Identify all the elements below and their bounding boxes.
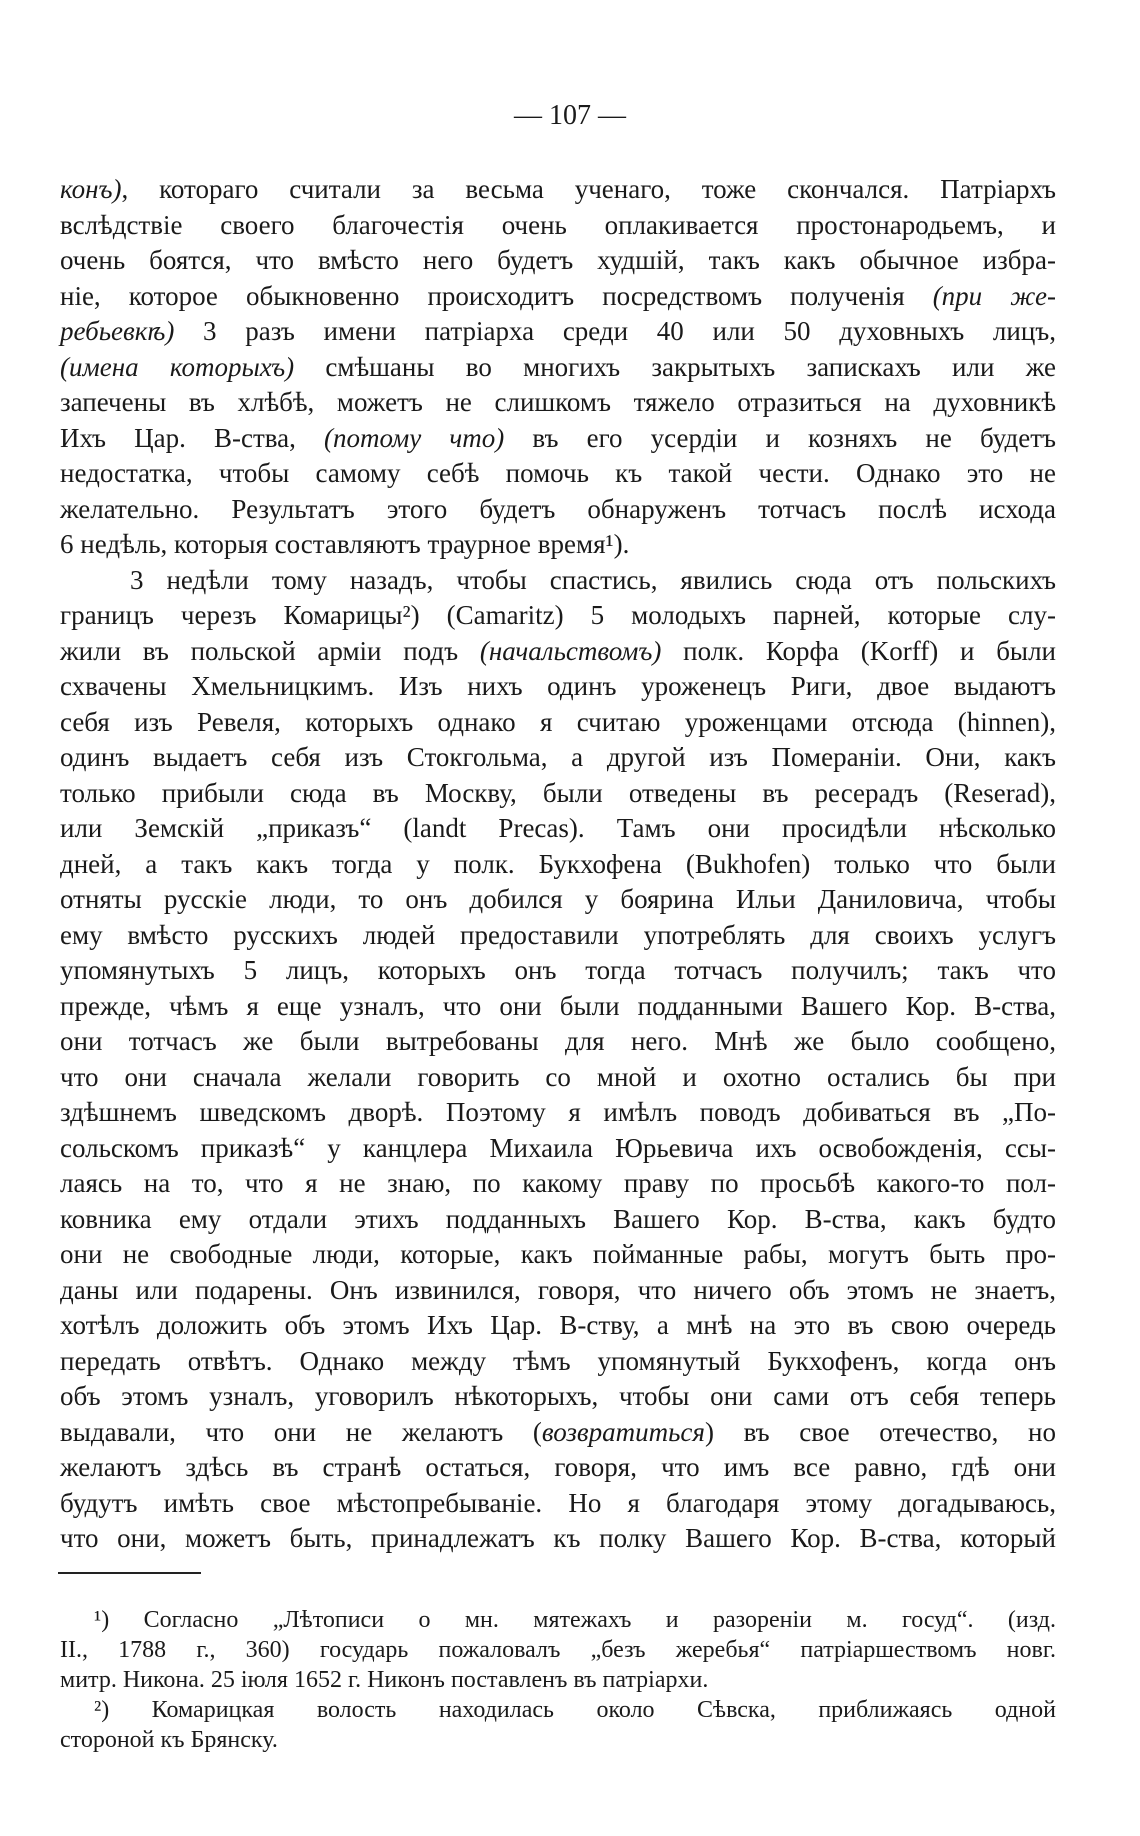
footnote-line: II., 1788 г., 360) государь пожаловалъ „безъ жеребья“ патріаршествомъ новг.	[60, 1637, 1056, 1663]
text-line	[60, 1202, 1056, 1238]
text-line	[60, 243, 1056, 279]
text-line	[60, 634, 1056, 670]
text-line	[60, 1237, 1056, 1273]
text-segment: очень боятся, что вмѣсто него будетъ худшій, такъ какъ обычное избра-	[60, 245, 1056, 275]
text-segment: Ихъ Цар. В-ства,	[60, 422, 325, 453]
text-line	[60, 669, 1056, 705]
text-line	[60, 1308, 1056, 1344]
text-segment: ему вмѣсто русскихъ людей предоставили употреблять для своихъ услугъ	[60, 919, 1056, 950]
text-line	[60, 1379, 1056, 1415]
text-segment: объ этомъ узналъ, уговорилъ нѣкоторыхъ, чтобы они сами отъ себя теперь	[60, 1381, 1056, 1411]
main-text	[60, 172, 1056, 1557]
text-segment: ) въ свое отечество, но	[704, 1416, 1056, 1447]
text-line	[60, 1521, 1056, 1557]
italic-segment: возвратиться	[541, 1416, 705, 1447]
italic-segment: конъ)	[60, 174, 122, 204]
text-segment: дней, а такъ какъ тогда у полк. Букхофена (Bukhofen) только что были	[60, 848, 1056, 879]
italic-segment: ребьевкѣ)	[60, 316, 175, 346]
text-segment: только прибыли сюда въ Москву, были отведены въ ресерадъ (Reserad),	[60, 777, 1056, 808]
text-segment: запечены въ хлѣбѣ, можетъ не слишкомъ тяжело отразиться на духовникѣ	[60, 387, 1056, 417]
footnote-line: стороной къ Брянску.	[60, 1727, 278, 1753]
text-segment: ніе, которое обыкновенно происходитъ посредствомъ полученія	[60, 280, 933, 311]
text-line	[60, 1095, 1056, 1131]
text-segment: полк. Корфа (Korff) и были	[661, 635, 1056, 666]
text-segment: смѣшаны во многихъ закрытыхъ запискахъ или же	[294, 351, 1056, 382]
text-line	[60, 1450, 1056, 1486]
text-segment: выдавали, что они не желаютъ (	[60, 1416, 542, 1447]
italic-segment: (имена которыхъ)	[60, 351, 295, 382]
text-segment: ковника ему отдали этихъ подданныхъ Вашего Кор. В-ства, какъ будто	[60, 1203, 1056, 1234]
text-segment: желательно. Результатъ этого будетъ обнаруженъ тотчасъ послѣ исхода	[60, 493, 1056, 524]
text-segment: или Земскій „приказъ“ (landt Precas). Тамъ они просидѣли нѣсколько	[60, 813, 1056, 843]
text-segment: недостатка, чтобы самому себѣ помочь къ такой чести. Однако это не	[60, 458, 1056, 488]
text-segment: въ его усердіи и козняхъ не будетъ	[504, 422, 1057, 453]
text-line	[60, 421, 1056, 457]
text-line	[60, 385, 1056, 421]
text-line	[60, 1166, 1056, 1202]
text-line	[60, 527, 1056, 563]
text-segment: сольскомъ приказѣ“ у канцлера Михаила Юрьевича ихъ освобожденія, ссы-	[60, 1132, 1056, 1163]
text-segment: одинъ выдаетъ себя изъ Стокгольма, а другой изъ Помераніи. Они, какъ	[60, 742, 1056, 772]
text-line	[60, 740, 1056, 776]
text-line	[60, 882, 1056, 918]
italic-segment: (при же-	[932, 280, 1056, 311]
text-line	[60, 776, 1056, 812]
text-line	[60, 598, 1056, 634]
text-line	[60, 811, 1056, 847]
text-segment: 3 разъ имени патріарха среди 40 или 50 духовныхъ лицъ,	[174, 316, 1056, 346]
text-segment: что они сначала желали говорить со мной и охотно остались бы при	[60, 1061, 1056, 1092]
text-segment: себя изъ Ревеля, которыхъ однако я считаю уроженцами отсюда (hinnen),	[60, 706, 1056, 737]
text-segment: жили въ польской арміи подъ	[60, 635, 480, 666]
text-segment: передать отвѣтъ. Однако между тѣмъ упомянутый Букхофенъ, когда онъ	[60, 1345, 1056, 1376]
text-line	[60, 1486, 1056, 1522]
text-line	[60, 350, 1056, 386]
text-line	[60, 492, 1056, 528]
text-segment: будутъ имѣть свое мѣстопребываніе. Но я благодаря этому догадываюсь,	[60, 1487, 1056, 1518]
text-line	[60, 1273, 1056, 1309]
footnote-line: ¹) Согласно „Лѣтописи о мн. мятежахъ и разореніи м. госуд“. (изд.	[94, 1607, 1056, 1633]
footnotes	[60, 1605, 1056, 1755]
text-segment: схвачены Хмельницкимъ. Изъ нихъ одинъ уроженецъ Риги, двое выдаютъ	[60, 671, 1056, 701]
text-line	[60, 1415, 1056, 1451]
text-line	[60, 705, 1056, 741]
text-segment: что они, можетъ быть, принадлежатъ къ полку Вашего Кор. В-ства, который	[60, 1523, 1056, 1553]
text-line	[60, 989, 1056, 1025]
text-segment: отняты русскіе люди, то онъ добился у боярина Ильи Даниловича, чтобы	[60, 884, 1056, 914]
text-segment: прежде, чѣмъ я еще узналъ, что они были подданными Вашего Кор. В-ства,	[60, 990, 1056, 1021]
text-line	[60, 456, 1056, 492]
text-segment: даны или подарены. Онъ извинился, говоря, что ничего объ этомъ не знаетъ,	[60, 1274, 1056, 1305]
text-segment: упомянутыхъ 5 лицъ, которыхъ онъ тогда тотчасъ получилъ; такъ что	[60, 955, 1056, 985]
footnote-line: ²) Комарицкая волость находилась около Сѣвска, приближаясь одной	[94, 1697, 1056, 1723]
text-line	[60, 208, 1056, 244]
text-segment: границъ черезъ Комарицы²) (Camaritz) 5 молодыхъ парней, которые слу-	[60, 600, 1056, 630]
text-segment: лаясь на то, что я не знаю, по какому праву по просьбѣ какого-то пол-	[60, 1168, 1056, 1198]
italic-segment: (потому что)	[324, 422, 505, 453]
text-segment: 6 недѣль, которыя составляютъ траурное время¹).	[60, 529, 630, 559]
page-number: — 107 —	[514, 100, 626, 131]
footnote-divider	[58, 1572, 201, 1574]
text-line	[60, 1060, 1056, 1096]
italic-segment: (начальствомъ)	[479, 635, 662, 666]
text-line	[60, 847, 1056, 883]
footnote-line: митр. Никона. 25 іюля 1652 г. Никонъ поставленъ въ патріархи.	[60, 1667, 709, 1693]
text-segment: они не свободные люди, которые, какъ пойманные рабы, могутъ быть про-	[60, 1239, 1056, 1269]
text-line	[60, 172, 1056, 208]
text-line	[60, 1344, 1056, 1380]
text-line	[60, 314, 1056, 350]
text-line	[60, 279, 1056, 315]
text-line	[60, 563, 1056, 599]
text-segment: желаютъ здѣсь въ странѣ остаться, говоря, что имъ все равно, гдѣ они	[60, 1452, 1056, 1482]
text-line	[60, 953, 1056, 989]
text-line	[60, 1024, 1056, 1060]
text-line	[60, 918, 1056, 954]
text-segment: 3 недѣли тому назадъ, чтобы спастись, явились сюда отъ польскихъ	[130, 564, 1056, 595]
text-segment: хотѣлъ доложить объ этомъ Ихъ Цар. В-ству, а мнѣ на это въ свою очередь	[60, 1310, 1056, 1340]
text-segment: здѣшнемъ шведскомъ дворѣ. Поэтому я имѣлъ поводъ добиваться въ „По-	[60, 1097, 1056, 1127]
text-segment: , котораго считали за весьма ученаго, тоже скончался. Патріархъ	[121, 174, 1056, 204]
text-segment: вслѣдствіе своего благочестія очень оплакивается простонародьемъ, и	[60, 209, 1056, 240]
text-line	[60, 1131, 1056, 1167]
text-segment: они тотчасъ же были вытребованы для него. Мнѣ же было сообщено,	[60, 1026, 1056, 1056]
